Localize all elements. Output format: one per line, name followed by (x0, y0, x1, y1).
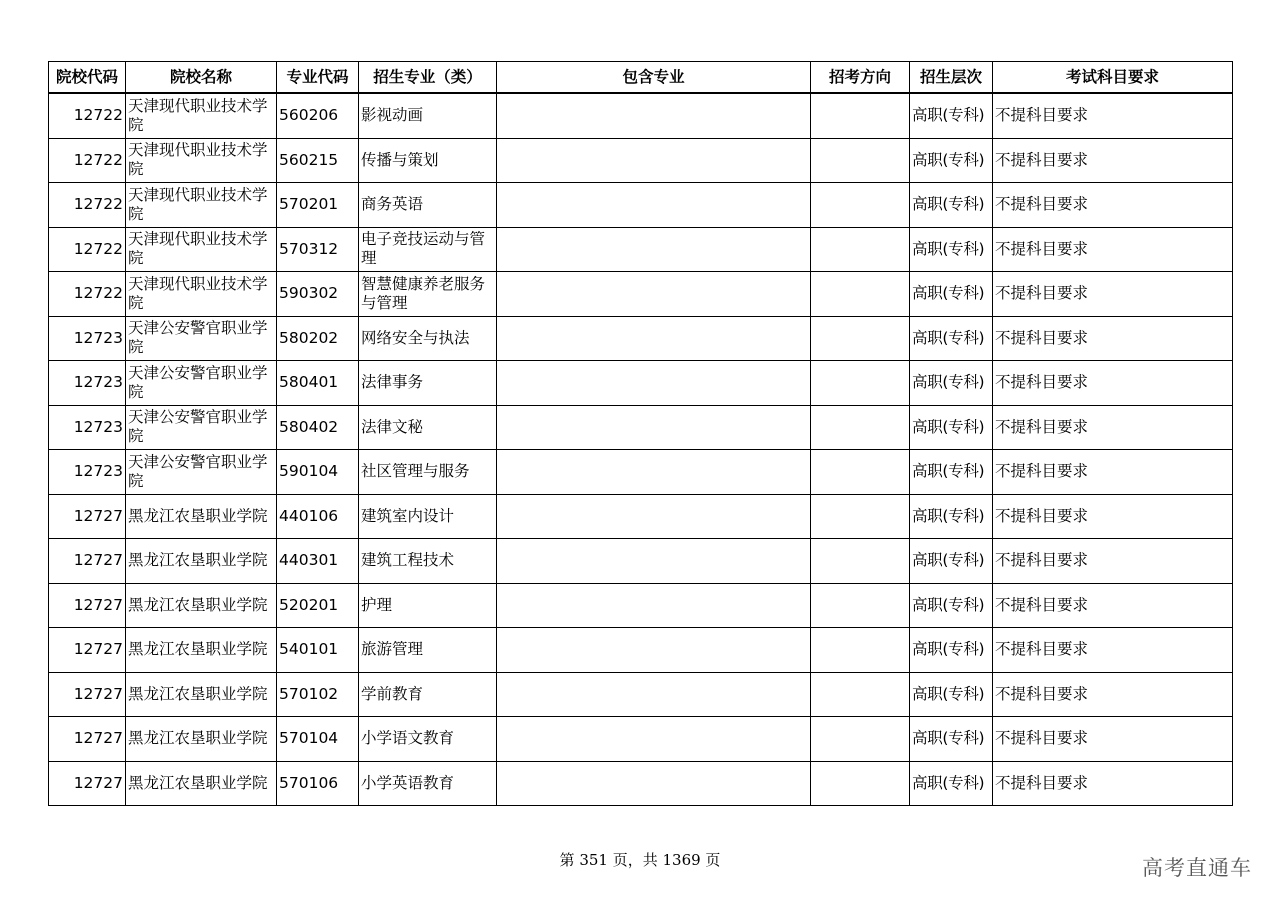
cell-school-code: 12723 (49, 450, 126, 495)
cell-school-code: 12727 (49, 494, 126, 539)
cell-level: 高职(专科) (910, 539, 993, 584)
cell-requirement: 不提科目要求 (993, 93, 1233, 138)
cell-included-majors (497, 628, 811, 673)
table-row (49, 539, 1233, 584)
cell-requirement: 不提科目要求 (993, 717, 1233, 762)
cell-school-code: 12722 (49, 227, 126, 272)
cell-school-code: 12727 (49, 628, 126, 673)
table-row (49, 628, 1233, 673)
cell-school-code: 12723 (49, 316, 126, 361)
cell-major: 小学语文教育 (359, 717, 497, 762)
cell-requirement: 不提科目要求 (993, 405, 1233, 450)
table-row (49, 494, 1233, 539)
cell-school-name: 黑龙江农垦职业学院 (126, 539, 277, 584)
cell-level: 高职(专科) (910, 272, 993, 317)
cell-level: 高职(专科) (910, 450, 993, 495)
cell-school-name: 天津现代职业技术学院 (126, 272, 277, 317)
cell-major: 影视动画 (359, 93, 497, 138)
cell-included-majors (497, 583, 811, 628)
cell-major-code: 570106 (277, 761, 359, 806)
table-row (49, 138, 1233, 183)
table-row (49, 717, 1233, 762)
cell-included-majors (497, 761, 811, 806)
header-school-code: 院校代码 (49, 62, 126, 94)
cell-school-name: 黑龙江农垦职业学院 (126, 717, 277, 762)
cell-requirement: 不提科目要求 (993, 761, 1233, 806)
table-row (49, 272, 1233, 317)
cell-major-code: 520201 (277, 583, 359, 628)
table-row (49, 183, 1233, 228)
cell-school-name: 天津现代职业技术学院 (126, 183, 277, 228)
cell-major: 旅游管理 (359, 628, 497, 673)
cell-major-code: 570104 (277, 717, 359, 762)
header-direction: 招考方向 (811, 62, 910, 94)
cell-school-name: 黑龙江农垦职业学院 (126, 672, 277, 717)
cell-direction (811, 272, 910, 317)
cell-direction (811, 227, 910, 272)
cell-major: 法律事务 (359, 361, 497, 406)
cell-included-majors (497, 672, 811, 717)
cell-direction (811, 717, 910, 762)
cell-direction (811, 494, 910, 539)
table-row (49, 361, 1233, 406)
cell-level: 高职(专科) (910, 183, 993, 228)
cell-school-code: 12722 (49, 272, 126, 317)
cell-level: 高职(专科) (910, 717, 993, 762)
cell-school-code: 12727 (49, 717, 126, 762)
cell-requirement: 不提科目要求 (993, 539, 1233, 584)
cell-major: 小学英语教育 (359, 761, 497, 806)
cell-major: 商务英语 (359, 183, 497, 228)
watermark: 高考直通车 (1142, 856, 1252, 880)
table-row (49, 227, 1233, 272)
cell-included-majors (497, 93, 811, 138)
cell-direction (811, 93, 910, 138)
cell-level: 高职(专科) (910, 672, 993, 717)
cell-school-code: 12727 (49, 583, 126, 628)
cell-included-majors (497, 717, 811, 762)
cell-major: 建筑室内设计 (359, 494, 497, 539)
cell-major-code: 560215 (277, 138, 359, 183)
admissions-table (48, 61, 1233, 806)
cell-major-code: 570102 (277, 672, 359, 717)
cell-included-majors (497, 183, 811, 228)
cell-major: 护理 (359, 583, 497, 628)
table-row (49, 93, 1233, 138)
cell-level: 高职(专科) (910, 316, 993, 361)
cell-major-code: 440301 (277, 539, 359, 584)
table-row (49, 316, 1233, 361)
cell-included-majors (497, 316, 811, 361)
cell-major-code: 590302 (277, 272, 359, 317)
cell-included-majors (497, 227, 811, 272)
table-row (49, 761, 1233, 806)
cell-direction (811, 672, 910, 717)
cell-included-majors (497, 405, 811, 450)
cell-requirement: 不提科目要求 (993, 272, 1233, 317)
cell-requirement: 不提科目要求 (993, 628, 1233, 673)
cell-requirement: 不提科目要求 (993, 316, 1233, 361)
cell-school-code: 12727 (49, 761, 126, 806)
table-row (49, 450, 1233, 495)
cell-included-majors (497, 539, 811, 584)
cell-included-majors (497, 494, 811, 539)
cell-major: 传播与策划 (359, 138, 497, 183)
cell-major: 学前教育 (359, 672, 497, 717)
cell-major-code: 590104 (277, 450, 359, 495)
cell-school-name: 天津现代职业技术学院 (126, 227, 277, 272)
cell-school-name: 天津现代职业技术学院 (126, 138, 277, 183)
cell-requirement: 不提科目要求 (993, 183, 1233, 228)
cell-school-code: 12723 (49, 361, 126, 406)
cell-level: 高职(专科) (910, 583, 993, 628)
cell-school-name: 天津公安警官职业学院 (126, 405, 277, 450)
cell-requirement: 不提科目要求 (993, 672, 1233, 717)
cell-school-code: 12727 (49, 539, 126, 584)
cell-major: 网络安全与执法 (359, 316, 497, 361)
table-body (49, 93, 1233, 806)
table-header (49, 62, 1233, 94)
cell-major: 社区管理与服务 (359, 450, 497, 495)
cell-level: 高职(专科) (910, 405, 993, 450)
cell-requirement: 不提科目要求 (993, 494, 1233, 539)
header-included-majors: 包含专业 (497, 62, 811, 94)
cell-school-code: 12722 (49, 93, 126, 138)
cell-major: 建筑工程技术 (359, 539, 497, 584)
cell-requirement: 不提科目要求 (993, 583, 1233, 628)
table-row (49, 405, 1233, 450)
cell-school-name: 黑龙江农垦职业学院 (126, 628, 277, 673)
cell-school-code: 12722 (49, 183, 126, 228)
cell-level: 高职(专科) (910, 494, 993, 539)
cell-school-name: 黑龙江农垦职业学院 (126, 494, 277, 539)
cell-level: 高职(专科) (910, 361, 993, 406)
cell-school-code: 12723 (49, 405, 126, 450)
cell-direction (811, 183, 910, 228)
cell-school-name: 天津公安警官职业学院 (126, 450, 277, 495)
cell-direction (811, 628, 910, 673)
cell-requirement: 不提科目要求 (993, 138, 1233, 183)
cell-direction (811, 316, 910, 361)
cell-direction (811, 539, 910, 584)
header-level: 招生层次 (910, 62, 993, 94)
cell-school-code: 12722 (49, 138, 126, 183)
cell-direction (811, 450, 910, 495)
header-school-name: 院校名称 (126, 62, 277, 94)
cell-included-majors (497, 138, 811, 183)
cell-direction (811, 361, 910, 406)
cell-major-code: 580402 (277, 405, 359, 450)
cell-included-majors (497, 361, 811, 406)
cell-direction (811, 583, 910, 628)
cell-major: 电子竞技运动与管理 (359, 227, 497, 272)
cell-major-code: 580401 (277, 361, 359, 406)
table-row (49, 672, 1233, 717)
cell-requirement: 不提科目要求 (993, 450, 1233, 495)
cell-level: 高职(专科) (910, 761, 993, 806)
cell-requirement: 不提科目要求 (993, 361, 1233, 406)
header-requirement: 考试科目要求 (993, 62, 1233, 94)
cell-school-name: 天津公安警官职业学院 (126, 316, 277, 361)
cell-major: 法律文秘 (359, 405, 497, 450)
cell-level: 高职(专科) (910, 227, 993, 272)
cell-level: 高职(专科) (910, 138, 993, 183)
cell-included-majors (497, 450, 811, 495)
cell-major: 智慧健康养老服务与管理 (359, 272, 497, 317)
cell-major-code: 580202 (277, 316, 359, 361)
cell-school-name: 黑龙江农垦职业学院 (126, 761, 277, 806)
header-row (49, 62, 1233, 94)
cell-major-code: 570312 (277, 227, 359, 272)
cell-direction (811, 761, 910, 806)
cell-major-code: 540101 (277, 628, 359, 673)
cell-major-code: 440106 (277, 494, 359, 539)
cell-level: 高职(专科) (910, 628, 993, 673)
cell-major-code: 570201 (277, 183, 359, 228)
cell-school-name: 天津现代职业技术学院 (126, 93, 277, 138)
cell-direction (811, 138, 910, 183)
header-major: 招生专业（类） (359, 62, 497, 94)
cell-school-code: 12727 (49, 672, 126, 717)
cell-included-majors (497, 272, 811, 317)
cell-major-code: 560206 (277, 93, 359, 138)
cell-direction (811, 405, 910, 450)
cell-school-name: 天津公安警官职业学院 (126, 361, 277, 406)
cell-school-name: 黑龙江农垦职业学院 (126, 583, 277, 628)
header-major-code: 专业代码 (277, 62, 359, 94)
cell-requirement: 不提科目要求 (993, 227, 1233, 272)
cell-level: 高职(专科) (910, 93, 993, 138)
table-row (49, 583, 1233, 628)
page-number: 第 351 页，共 1369 页 (559, 851, 721, 869)
